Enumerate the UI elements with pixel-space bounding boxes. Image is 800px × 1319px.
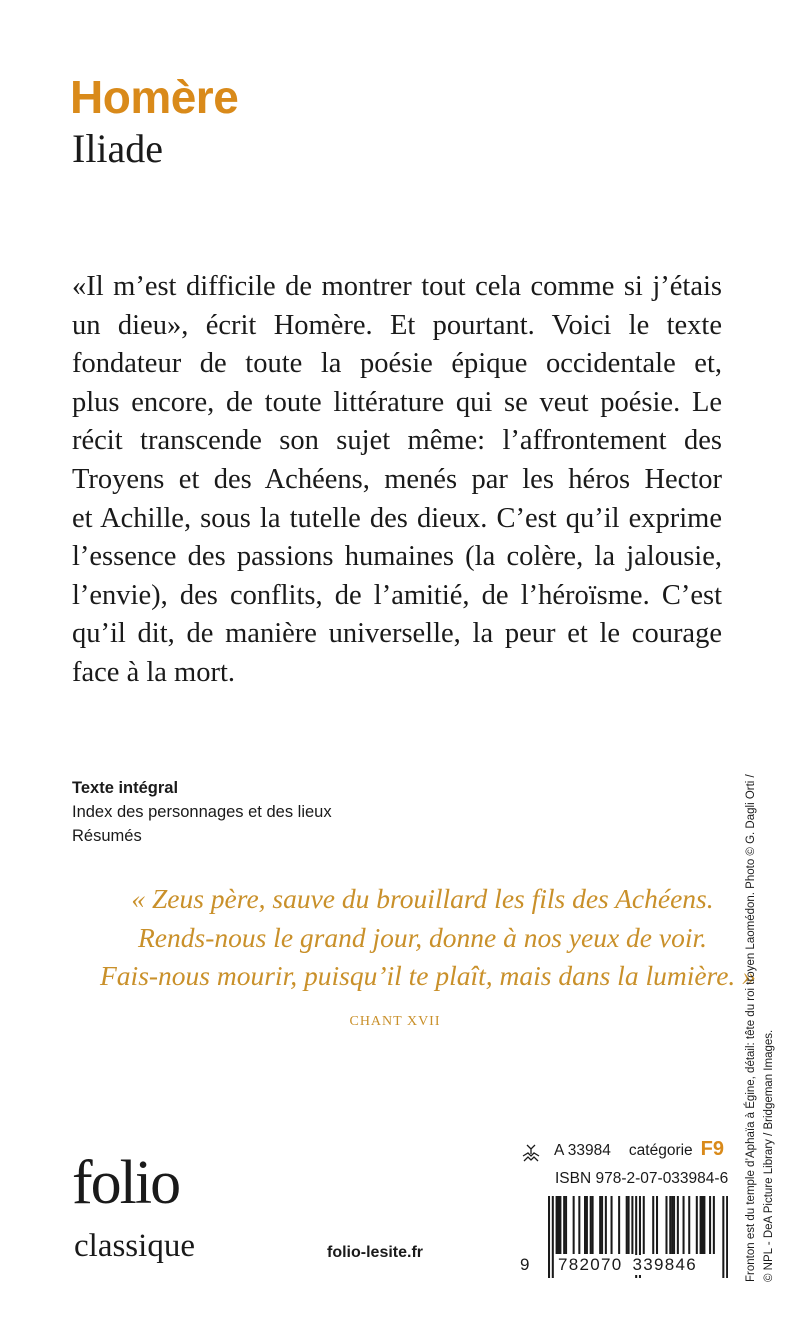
epigraph-quote: [100, 880, 756, 996]
blurb-line: Troyens et des Achéens, menés par les héros Hector: [72, 463, 722, 495]
barcode-bar: [709, 1196, 711, 1254]
contents-item-index: Index des personnages et des lieux: [72, 803, 332, 821]
blurb-line: fondateur de toute la poésie épique occidentale et,: [72, 348, 722, 380]
barcode-bar: [584, 1196, 586, 1254]
barcode-bar: [713, 1196, 715, 1254]
barcode-bar: [688, 1196, 690, 1254]
barcode-bar: [563, 1196, 565, 1254]
barcode-bar: [628, 1196, 630, 1254]
barcode-bar: [683, 1196, 685, 1254]
barcode-bar: [565, 1196, 567, 1254]
barcode-bar: [599, 1196, 601, 1254]
barcode-bar: [626, 1196, 628, 1254]
barcode-bar: [631, 1196, 633, 1254]
collection-logo-classique: classique: [74, 1228, 195, 1264]
barcode-bar: [557, 1196, 559, 1254]
barcode-bar: [700, 1196, 702, 1254]
quote-line: Rends-nous le grand jour, donne à nos yeux de voir.: [137, 921, 707, 953]
blurb-line: «Il m’est difficile de montrer tout cela comme si j’étais: [72, 271, 722, 302]
barcode-bar: [590, 1196, 592, 1254]
barcode-bar: [578, 1196, 580, 1254]
barcode-bar: [673, 1196, 675, 1254]
contents-item-summaries: Résumés: [72, 827, 142, 845]
blurb-line: l’envie), des conflits, de l’amitié, de l’héroïsme. C’est: [72, 579, 722, 611]
book-title: Iliade: [72, 126, 164, 171]
barcode-bar: [652, 1196, 654, 1254]
blurb-line: l’essence des passions humaines (la colère, la jalousie,: [72, 541, 722, 573]
blurb-line: plus encore, de toute littérature qui se veut poésie. Le: [72, 386, 722, 418]
author-name: Homère: [70, 71, 239, 123]
catalog-code: A 33984: [554, 1142, 611, 1159]
back-cover-blurb: [72, 268, 722, 693]
barcode-bar: [643, 1196, 645, 1254]
barcode-bar: [559, 1196, 561, 1254]
barcode-bar: [671, 1196, 673, 1254]
barcode-digits: [516, 1253, 728, 1277]
category-label: catégorie: [628, 1142, 693, 1159]
barcode-bar: [556, 1196, 558, 1254]
cover-photo-credit: [742, 702, 778, 1282]
barcode-bar: [656, 1196, 658, 1254]
contents-heading: Texte intégral: [72, 779, 179, 797]
barcode-first-digit: 9: [520, 1255, 531, 1274]
barcode-group-right: 339846: [632, 1255, 698, 1274]
barcode-bar: [573, 1196, 575, 1254]
barcode-bar: [601, 1196, 603, 1254]
blurb-line: un dieu», écrit Homère. Et pourtant. Voici le texte: [72, 309, 722, 341]
barcode-group-left: 782070: [558, 1255, 623, 1274]
barcode-bar: [665, 1196, 667, 1254]
barcode-bar: [586, 1196, 588, 1254]
publisher-mark-icon: [520, 1142, 542, 1164]
barcode-bar: [669, 1196, 671, 1254]
barcode-bar: [618, 1196, 620, 1254]
blurb-line: et Achille, sous la tutelle des dieux. C’est qu’il exprime: [72, 502, 722, 534]
publisher-website: folio-lesite.fr: [327, 1244, 424, 1261]
catalog-row: [520, 1138, 724, 1168]
edition-contents: [72, 776, 332, 848]
barcode-bar: [605, 1196, 607, 1254]
barcode-bar: [592, 1196, 594, 1254]
barcode-bar: [701, 1196, 703, 1254]
quote-line: « Zeus père, sauve du brouillard les fils des Achéens.: [131, 883, 714, 914]
barcode-bar: [703, 1196, 705, 1254]
barcode-bar: [677, 1196, 679, 1254]
blurb-line: qu’il dit, de manière universelle, la peur et le courage: [72, 618, 722, 650]
quote-line: Fais-nous mourir, puisqu’il te plaît, mais dans la lumière. »: [100, 960, 756, 991]
blurb-line: récit transcende son sujet même: l’affrontement des: [72, 425, 722, 457]
barcode-bar: [696, 1196, 698, 1254]
quote-source: CHANT XVII: [349, 1014, 441, 1029]
barcode-bar: [611, 1196, 613, 1254]
category-code: F9: [700, 1138, 725, 1160]
credit-line: Fronton est du temple d’Aphaïa à Égine, détail: tête du roi troyen Laomédon. Photo © G. Dagli Orti /: [745, 774, 757, 1282]
blurb-line: face à la mort.: [72, 656, 235, 688]
collection-logo-folio: folio: [72, 1149, 180, 1217]
credit-line: © NPL - DeA Picture Library / Bridgeman Images.: [763, 1029, 775, 1282]
isbn-number: ISBN 978-2-07-033984-6: [555, 1170, 729, 1187]
